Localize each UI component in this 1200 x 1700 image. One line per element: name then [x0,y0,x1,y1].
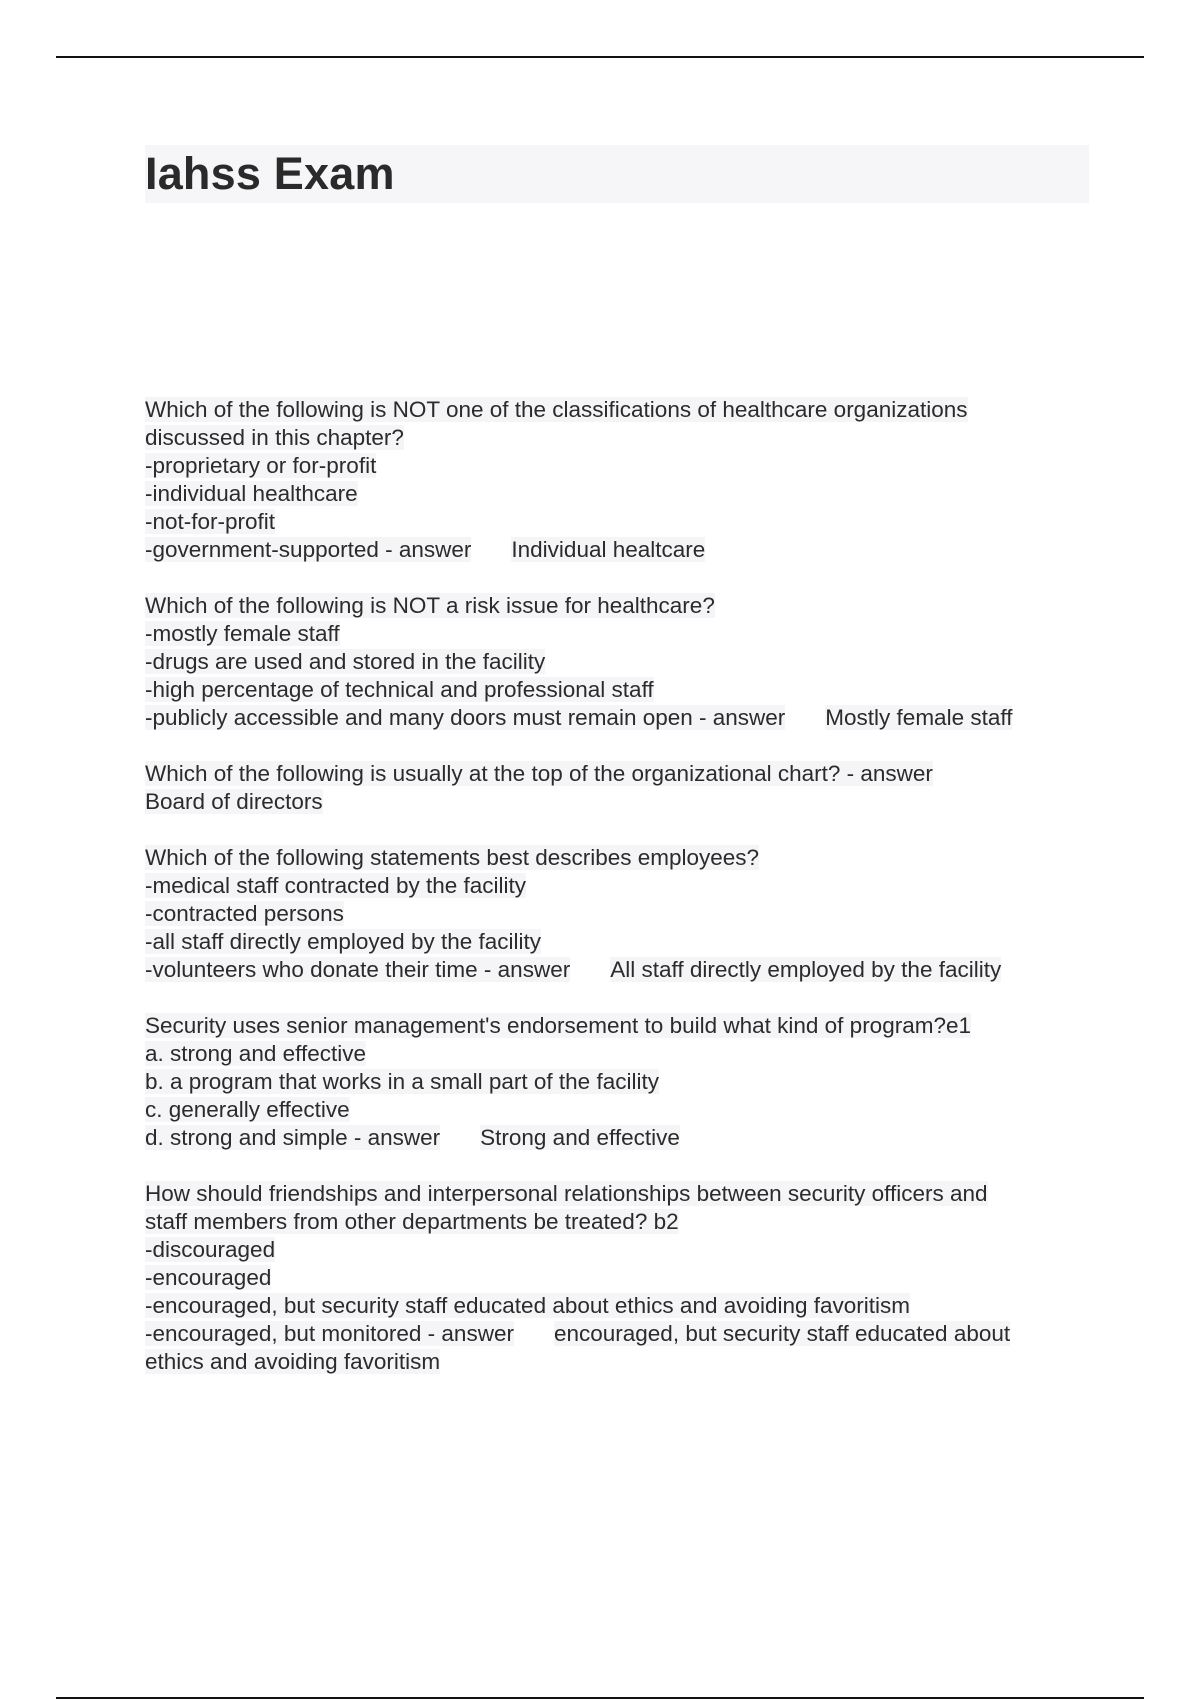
option-line: -drugs are used and stored in the facility [145,649,546,674]
question-line: staff members from other departments be treated? b2 [145,1209,679,1234]
question-line: Which of the following is NOT a risk issue for healthcare? [145,593,715,618]
answer-line [145,1320,1085,1348]
qa-item-1 [145,396,1085,564]
qa-item-3 [145,760,1085,816]
qa-item-6 [145,1180,1085,1376]
qa-list [145,396,1085,1404]
answer-line [145,956,1085,984]
bottom-rule [56,1697,1144,1699]
option-line: b. a program that works in a small part of the facility [145,1069,659,1094]
question-line: Which of the following is NOT one of the classifications of healthcare organizations [145,397,968,422]
question-line: Which of the following is usually at the top of the organizational chart? - answer [145,761,933,786]
question-line: Which of the following statements best describes employees? [145,845,760,870]
answer-line [145,536,1085,564]
answer-prefix: d. strong and simple - answer [145,1125,441,1150]
option-line: -contracted persons [145,901,344,926]
answer-text: Strong and effective [480,1125,680,1150]
option-line: -not-for-profit [145,509,276,534]
option-line: -medical staff contracted by the facility [145,873,527,898]
answer-text: All staff directly employed by the facility [610,957,1002,982]
answer-prefix: -government-supported - answer [145,537,472,562]
option-line: -all staff directly employed by the facility [145,929,542,954]
question-line: Security uses senior management's endorsement to build what kind of program?e1 [145,1013,971,1038]
option-line: -proprietary or for-profit [145,453,377,478]
option-line: a. strong and effective [145,1041,366,1066]
option-line: -mostly female staff [145,621,340,646]
answer-text: encouraged, but security staff educated about [553,1321,1011,1346]
option-line: -discouraged [145,1237,276,1262]
answer-text: Mostly female staff [825,705,1013,730]
top-rule [56,56,1144,58]
answer-line: Board of directors [145,789,323,814]
answer-line [145,1124,1085,1152]
qa-item-5 [145,1012,1085,1152]
option-line: -encouraged [145,1265,272,1290]
qa-item-2 [145,592,1085,732]
answer-prefix: -publicly accessible and many doors must remain open - answer [145,705,786,730]
option-line: -individual healthcare [145,481,358,506]
answer-text: Individual healtcare [511,537,706,562]
answer-prefix: -volunteers who donate their time - answer [145,957,571,982]
answer-line [145,704,1085,732]
answer-continuation-line: ethics and avoiding favoritism [145,1349,441,1374]
answer-prefix: -encouraged, but monitored - answer [145,1321,514,1346]
document-title: Iahss Exam [145,148,395,199]
option-line: -high percentage of technical and professional staff [145,677,654,702]
qa-item-4 [145,844,1085,984]
option-line: -encouraged, but security staff educated about ethics and avoiding favoritism [145,1293,911,1318]
question-line: How should friendships and interpersonal relationships between security officers and [145,1181,988,1206]
question-line: discussed in this chapter? [145,425,404,450]
option-line: c. generally effective [145,1097,350,1122]
